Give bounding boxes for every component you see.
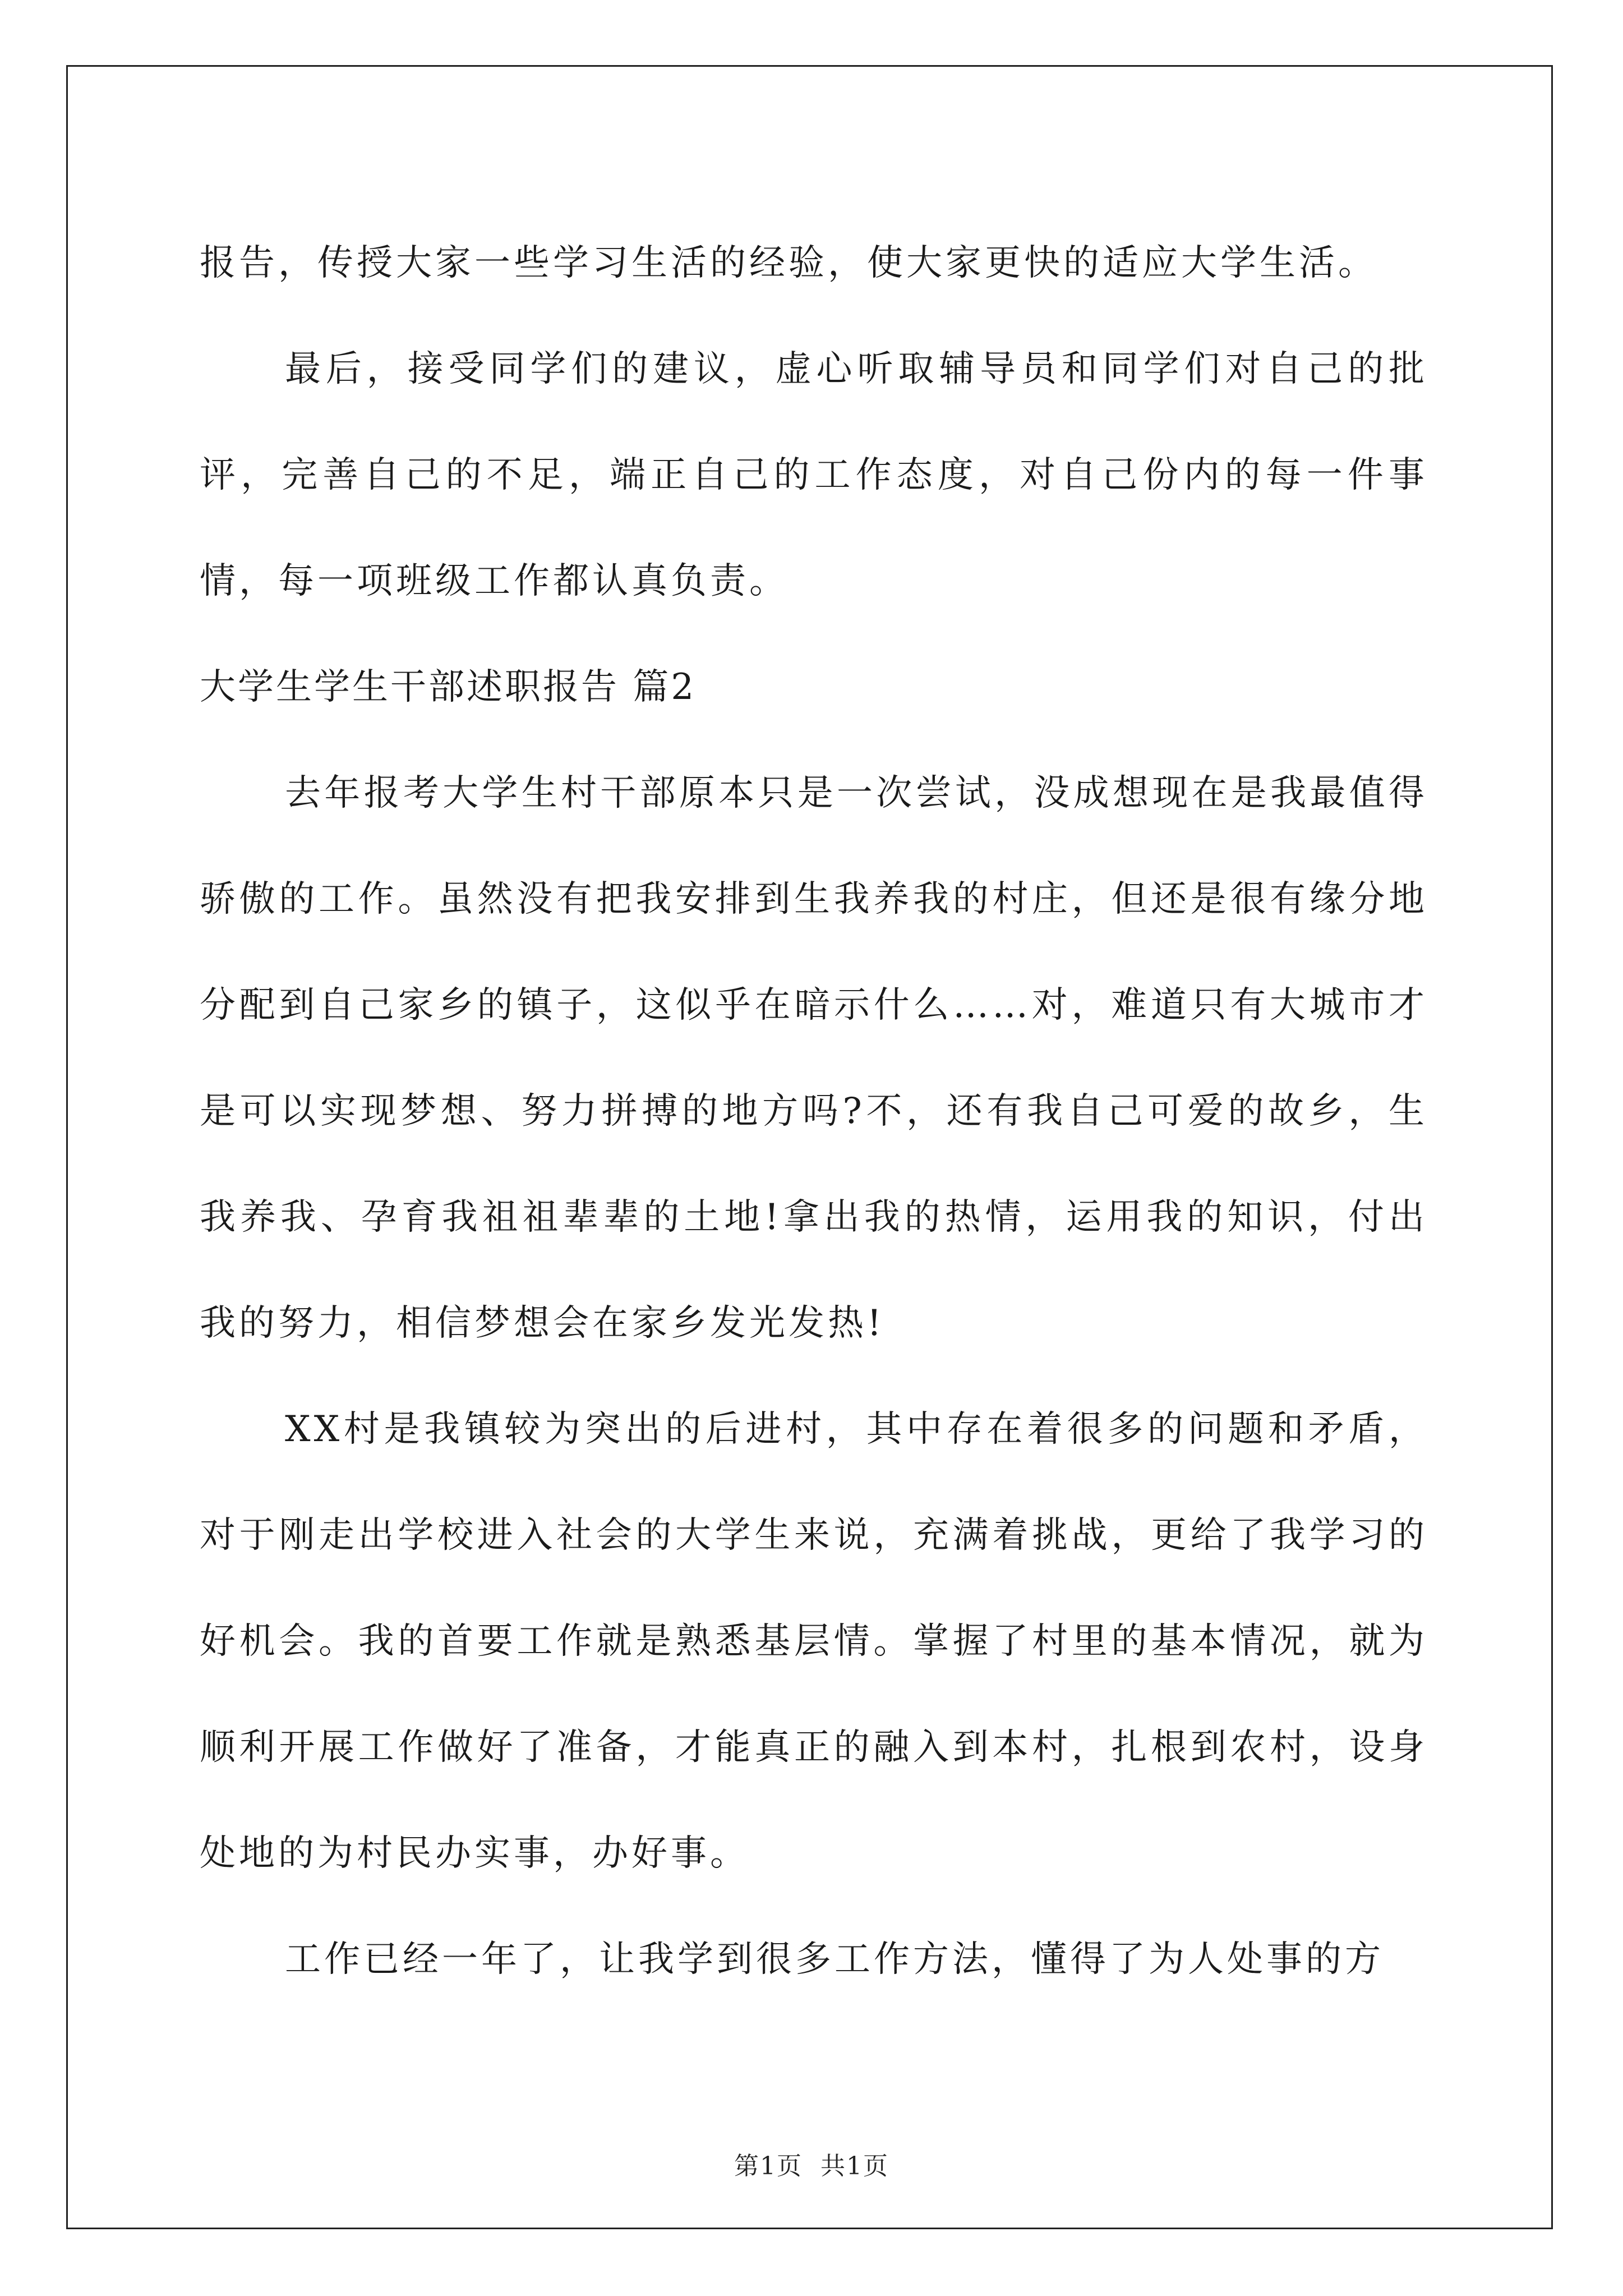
paragraph-1: 报告，传授大家一些学习生活的经验，使大家更快的适应大学生活。: [200, 242, 1377, 284]
paragraph-3: 去年报考大学生村干部原本只是一次尝试，没成想现在是我最值得骄傲的工作。虽然没有把我安排到生我养我的村庄，但还是很有缘分地分配到自己家乡的镇子，这似乎在暗示什么……对，难道只有大城市才是可以实现梦想、努力拼搏的地方吗?不，还有我自己可爱的故乡，生我养我、孕育我祖祖辈辈的土地!拿出我的热情，运用我的知识，付出我的努力，相信梦想会在家乡发光发热!: [200, 772, 1428, 1344]
paragraph-4: XX村是我镇较为突出的后进村，其中存在着很多的问题和矛盾，对于刚走出学校进入社会的大学生来说，充满着挑战，更给了我学习的好机会。我的首要工作就是熟悉基层情。掌握了村里的基本情况，就为顺利开展工作做好了准备，才能真正的融入到本村，扎根到农村，设身处地的为村民办实事，办好事。: [200, 1409, 1428, 1874]
paragraph-2: 最后，接受同学们的建议，虚心听取辅导员和同学们对自己的批评，完善自己的不足，端正自己的工作态度，对自己份内的每一件事情，每一项班级工作都认真负责。: [200, 348, 1428, 602]
paragraph-5: 工作已经一年了，让我学到很多工作方法，懂得了为人处事的方: [285, 1939, 1384, 1980]
document-body: [200, 210, 1428, 2013]
page-footer: 第1页 共1页: [734, 2152, 889, 2180]
section-heading: 大学生学生干部述职报告 篇2: [200, 666, 697, 708]
